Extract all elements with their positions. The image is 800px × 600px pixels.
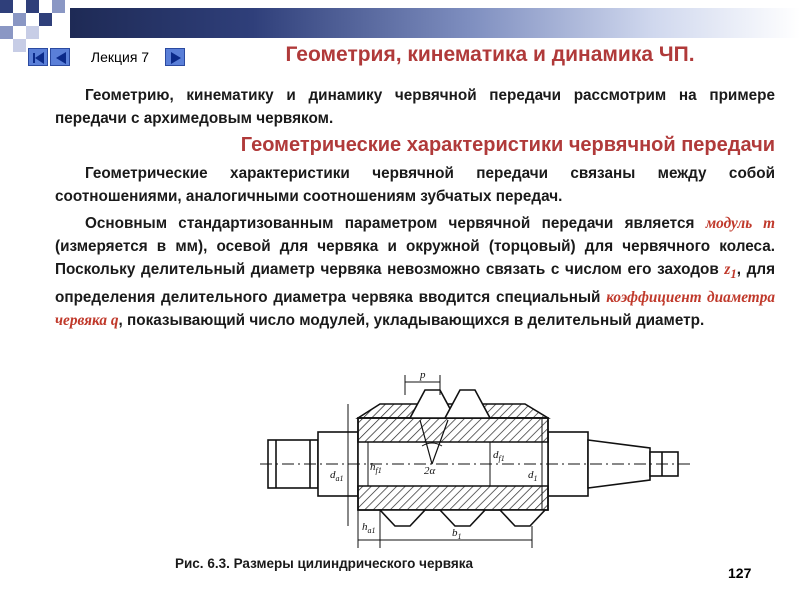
term-q: коэффициент диаметра червяка q xyxy=(55,289,776,330)
term-z: z xyxy=(724,261,731,278)
lecture-label: Лекция 7 xyxy=(80,46,160,68)
label-ha1 xyxy=(362,521,376,535)
paragraph-2-text-b: (измеряется в мм), осевой для червяка и окружной (торцовый) для червячного колеса. Поскольку делительный диаметр червяка невозможно связать с числом его заходов xyxy=(55,238,775,278)
page-number: 127 xyxy=(728,565,752,581)
term-module: модуль m xyxy=(705,215,775,232)
section-title: Геометрические характеристики червячной передачи xyxy=(240,134,775,156)
paragraph-1-text: Геометрические характеристики червячной передачи связаны между собой соотношениями, аналогичными соотношениям зубчатых передач. xyxy=(55,165,775,205)
figure-caption: Рис. 6.3. Размеры цилиндрического червяка xyxy=(175,556,474,571)
label-ha1-sub: a1 xyxy=(367,526,376,535)
label-angle: 2α xyxy=(424,465,436,477)
label-da1-sub: a1 xyxy=(335,474,344,483)
label-df1-sub: f1 xyxy=(498,454,505,463)
paragraph-2-text-d: , показывающий число модулей, укладывающихся в делительный диаметр. xyxy=(118,312,705,330)
page-title: Геометрия, кинематика и динамика ЧП. xyxy=(285,43,695,66)
label-d1-sub: 1 xyxy=(533,474,538,483)
label-b1 xyxy=(452,527,462,541)
paragraph-2-text-c: , для определения делительного диаметра червяка вводится специальный xyxy=(55,261,775,307)
label-hf1-sub: f1 xyxy=(375,466,382,475)
label-ha1-main: h xyxy=(362,521,368,533)
label-b1-main: b xyxy=(452,527,458,539)
label-b1-sub: 1 xyxy=(457,532,462,541)
label-d1-main: d xyxy=(528,469,534,481)
label-p: p xyxy=(420,369,426,381)
intro-text: Геометрию, кинематику и динамику червячной передачи рассмотрим на примере передачи с архимедовым червяком. xyxy=(55,87,775,127)
label-df1-main: d xyxy=(493,449,499,461)
label-da1-main: d xyxy=(330,469,336,481)
term-z-sub: 1 xyxy=(730,267,737,282)
label-hf1-main: h xyxy=(370,461,376,473)
paragraph-2-text-a: Основным стандартизованным параметром червячной передачи является xyxy=(85,215,706,232)
